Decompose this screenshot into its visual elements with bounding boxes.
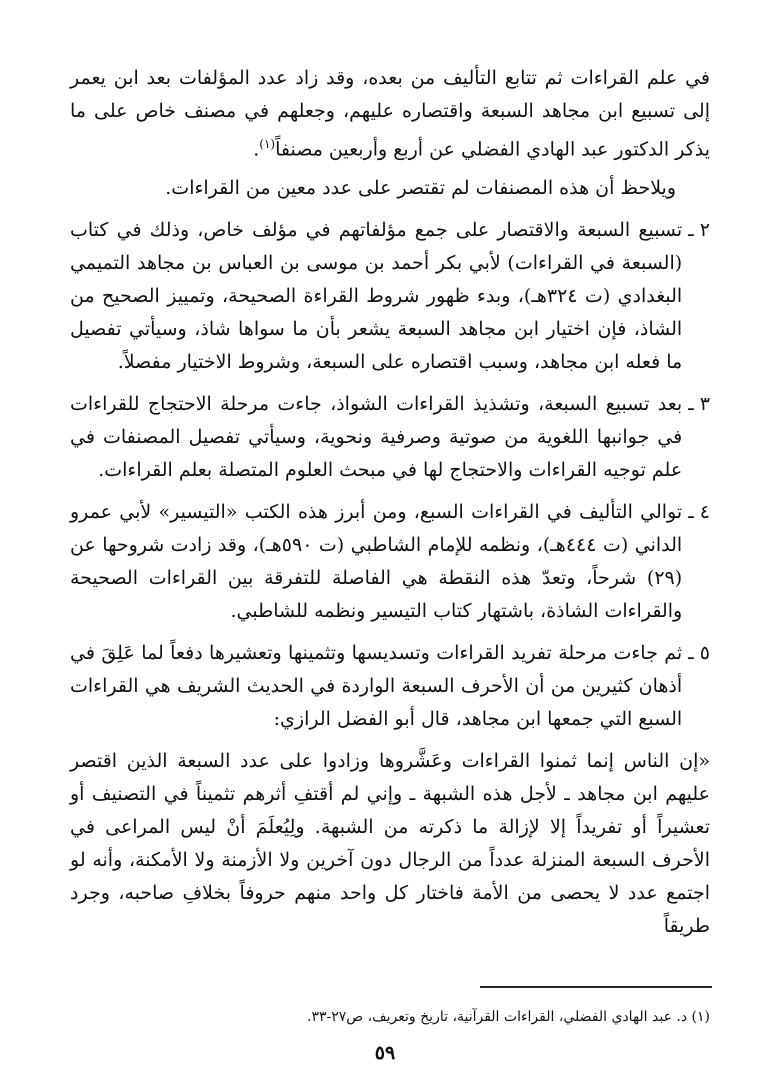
- list-item-text: تسبيع السبعة والاقتصار على جمع مؤلفاتهم في مؤلف خاص، وذلك في كتاب (السبعة في القراءات) لأبي بكر أحمد بن موسى بن العباس بن مجاهد التميمي البغدادي (ت ٣٢٤هـ)، وبدء ظهور شروط القراءة الصحيحة، وتمييز الصحيح من الشاذ، فإن اختيار ابن مجاهد السبعة يشعر بأن ما سواها شاذ، وسيأتي تفصيل ما فعله ابن مجاهد، وسبب اقتصاره على السبعة، وشروط الاختيار مفصلاً.: [70, 219, 683, 374]
- intro-end: .: [253, 138, 260, 161]
- footnote-divider: [480, 986, 712, 988]
- observation-paragraph: ويلاحظ أن هذه المصنفات لم تقتصر على عدد معين من القراءات.: [165, 177, 676, 200]
- list-item-text: ثم جاءت مرحلة تفريد القراءات وتسديسها وتثمينها وتعشيرها دفعاً لما عَلِقَ في أذهان كثيرين من أن الأحرف السبعة الواردة في الحديث الشريف هي القراءات السبع التي جمعها ابن مجاهد، قال أبو الفضل الرازي:: [70, 642, 683, 731]
- list-item: [70, 214, 710, 379]
- quote-paragraph: «إن الناس إنما ثمنوا القراءات وعَشَّروها وزادوا على عدد السبعة الذين اقتصر عليهم ابن مجاهد ـ لأجل هذه الشبهة ـ وإني لم أقتفِ أثرهم تثميناً في التصنيف أو تعشيراً أو تفريداً إلا لإزالة ما ذكرته من الشبهة. ولِيُعلَمَ أنْ ليس المراعى في الأحرف السبعة المنزلة عدداً من الرجال دون آخرين ولا الأزمنة ولا الأمكنة، وأنه لو اجتمع عدد لا يحصى من الأمة فاختار كل واحد منهم حروفاً بخلافِ صاحبه، وجرد طريقاً: [70, 750, 710, 938]
- intro-text: في علم القراءات ثم تتابع التأليف من بعده، وقد زاد عدد المؤلفات بعد ابن يعمر إلى تسبيع ابن مجاهد السبعة واقتصاره عليهم، وجعلهم في مصنف خاص على ما يذكر الدكتور عبد الهادي الفضلي عن أربع وأربعين مصنفاً: [70, 67, 710, 161]
- list-item-number: ٢ ـ: [688, 219, 710, 242]
- footnote-marker: (١): [691, 1009, 710, 1025]
- footnote: [300, 1006, 710, 1028]
- footnote-reference[interactable]: (١): [259, 137, 276, 151]
- list-item: [70, 637, 710, 736]
- list-item-number: ٤ ـ: [688, 501, 710, 524]
- list-item-number: ٣ ـ: [688, 393, 710, 416]
- footnote-text: د. عبد الهادي الفضلي، القراءات القرآنية، تاريخ وتعريف، ص٢٧-٣٣.: [306, 1009, 688, 1025]
- list-item: [70, 388, 710, 487]
- page-number: ٥٩: [374, 1042, 396, 1064]
- intro-paragraph: [70, 62, 710, 166]
- list-item-number: ٥ ـ: [688, 642, 710, 665]
- list-item-text: بعد تسبيع السبعة، وتشذيذ القراءات الشواذ، جاءت مرحلة الاحتجاج للقراءات في جوانبها اللغوية من صوتية وصرفية ونحوية، وسيأتي تفصيل المصنفات في علم توجيه القراءات والاحتجاج لها في مبحث العلوم المتصلة بعلم القراءات.: [70, 393, 683, 482]
- list-item: [70, 496, 710, 628]
- list-item-text: توالي التأليف في القراءات السبع، ومن أبرز هذه الكتب «التيسير» لأبي عمرو الداني (ت ٤٤٤هـ)، ونظمه للإمام الشاطبي (ت ٥٩٠هـ)، وقد زادت شروحها عن (٢٩) شرحاً، وتعدّ هذه النقطة هي الفاصلة للتفرقة بين القراءات الصحيحة والقراءات الشاذة، باشتهار كتاب التيسير ونظمه للشاطبي.: [70, 501, 683, 623]
